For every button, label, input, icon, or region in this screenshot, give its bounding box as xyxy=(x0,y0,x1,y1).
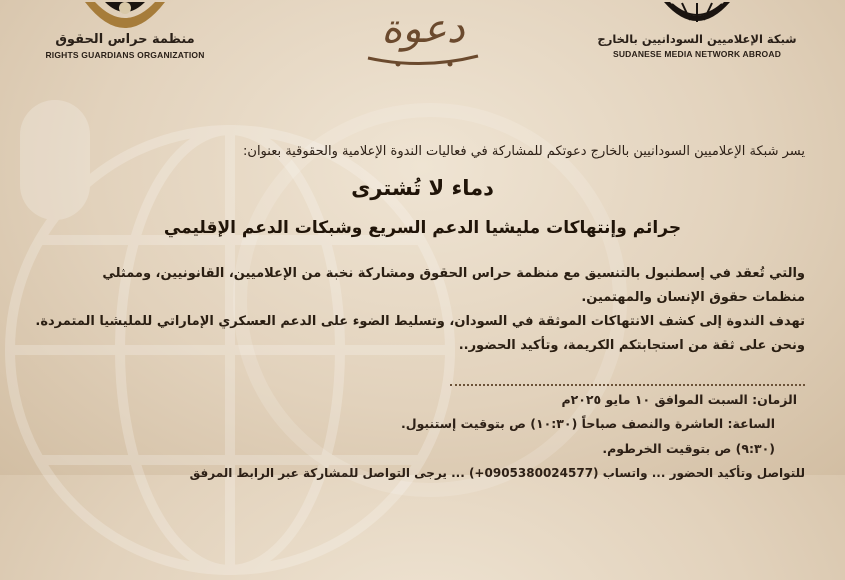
left-logo-english-name: RIGHTS GUARDIANS ORGANIZATION xyxy=(45,50,205,60)
sudanese-media-network-logo xyxy=(597,0,797,59)
dawa-calligraphy-title xyxy=(338,0,508,72)
seminar-subtitle: جرائم وإنتهاكات مليشيا الدعم السريع وشبكات الدعم الإقليمي xyxy=(163,218,682,238)
event-hour-istanbul: الساعة: العاشرة والنصف صباحاً (١٠:٣٠) ص بتوقيت إستنبول. xyxy=(400,416,775,431)
event-hour-khartoum: (٩:٣٠) ص بتوقيت الخرطوم. xyxy=(602,441,775,456)
right-logo-english-name: SUDANESE MEDIA NETWORK ABROAD xyxy=(612,49,782,59)
left-logo-arabic-name: منظمة حراس الحقوق xyxy=(55,32,195,47)
body-line-2: منظمات حقوق الإنسان والمهتمين. xyxy=(581,290,805,305)
rights-guardians-logo xyxy=(40,0,210,60)
body-line-4: ونحن على ثقة من استجابتكم الكريمة، وتأكيد الحضور.. xyxy=(458,338,805,353)
body-line-3: تهدف الندوة إلى كشف الانتهاكات الموثقة في السودان، وتسليط الضوء على الدعم العسكري الإماراتي للمليشيا المتمردة. xyxy=(35,314,805,329)
invitation-intro: يسر شبكة الإعلاميين السودانيين بالخارج دعوتكم للمشاركة في فعاليات الندوة الإعلامية والحقوقية بعنوان: xyxy=(243,144,805,159)
right-logo-arabic-name: شبكة الإعلاميين السودانيين بالخارج xyxy=(597,32,797,46)
emblem-icon xyxy=(75,0,175,30)
dotted-divider xyxy=(450,384,805,386)
globe-icon xyxy=(652,0,742,30)
event-date: الزمان: السبت الموافق ١٠ مايو ٢٠٢٥م xyxy=(561,392,797,407)
seminar-title: دماء لا تُشترى xyxy=(351,176,494,200)
contact-line: للتواصل وتأكيد الحضور ... واتساب (0905380024577+) ... يرجى التواصل للمشاركة عبر الرابط المرفق xyxy=(189,466,805,480)
body-line-1: والتي تُعقد في إسطنبول بالتنسيق مع منظمة حراس الحقوق ومشاركة نخبة من الإعلاميين، القانونيين، وممثلي xyxy=(102,266,805,281)
calligraphy-text: دعوة xyxy=(381,6,465,52)
